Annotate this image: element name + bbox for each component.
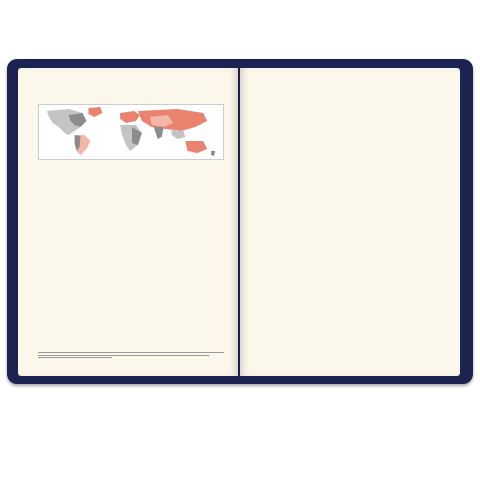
europe-shape xyxy=(120,111,140,123)
page-title xyxy=(38,86,40,93)
page-title xyxy=(258,86,260,93)
world-map-graphic xyxy=(39,105,223,159)
right-page xyxy=(240,68,460,376)
india-shape xyxy=(154,127,164,139)
timezone-offsets-row xyxy=(38,160,224,165)
world-map xyxy=(38,104,224,160)
footnote xyxy=(38,352,224,360)
southeast-asia-shape xyxy=(172,129,186,139)
australia-shape xyxy=(185,141,207,153)
asia-shape xyxy=(138,109,207,131)
timezone-map xyxy=(38,99,224,163)
greenland-shape xyxy=(88,107,102,117)
left-page xyxy=(18,68,238,376)
new-zealand-shape xyxy=(211,151,215,156)
